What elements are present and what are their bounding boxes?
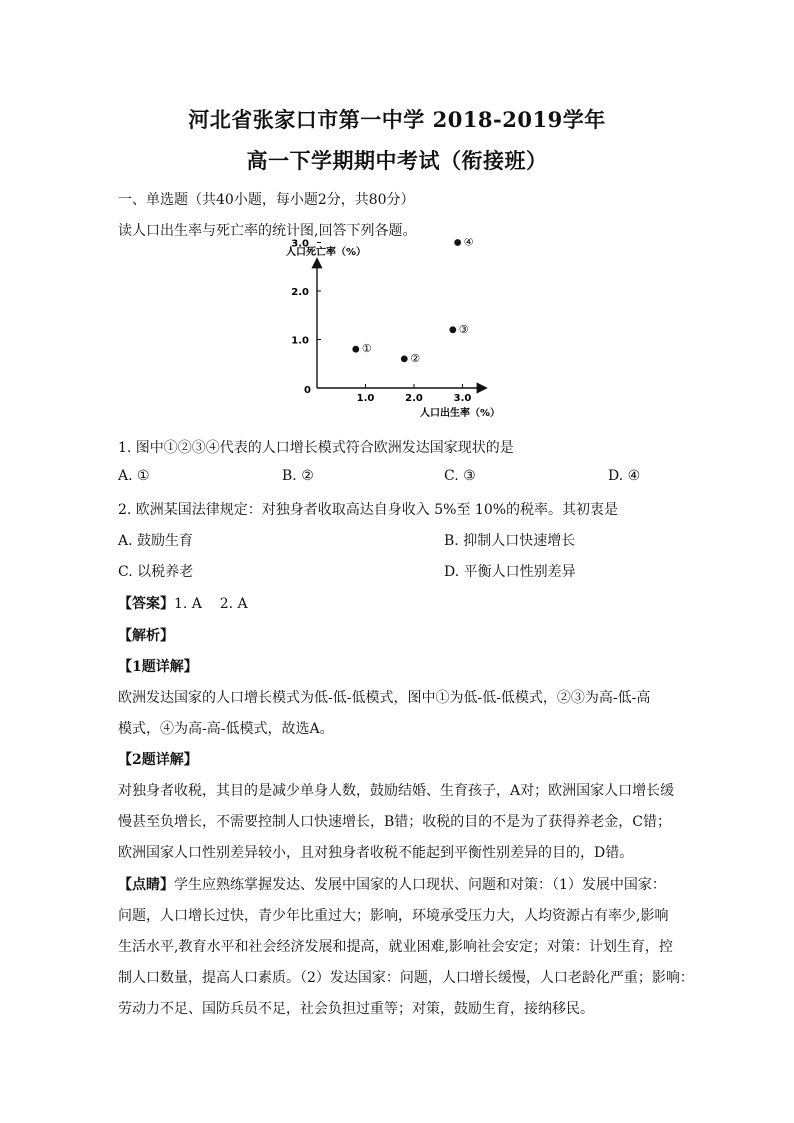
tip-line5: 劳动力不足、国防兵员不足，社会负担过重等；对策，鼓励生育，接纳移民。 — [118, 1001, 594, 1017]
analysis-tag: 【解析】 — [118, 628, 174, 644]
q2-option-c: C. 以税养老 — [118, 564, 194, 580]
q1-option-b: B. ② — [282, 468, 314, 484]
tip-tag: 【点睛】 — [118, 877, 174, 893]
detail2-tag: 【2题详解】 — [118, 752, 198, 768]
x-tick-label: 2.0 — [405, 393, 423, 404]
detail2-line1: 对独身者收税，其目的是减少单身人数，鼓励结婚、生育孩子，A对；欧洲国家人口增长缓 — [118, 783, 675, 799]
data-point-label: ③ — [458, 322, 469, 336]
x-tick-label: 1.0 — [356, 393, 375, 404]
q1-option-c: C. ③ — [444, 468, 476, 484]
birth-death-rate-chart — [280, 238, 520, 422]
data-point-label: ① — [361, 342, 372, 356]
answer-line — [118, 593, 248, 613]
detail2-line2: 慢甚至负增长，不需要控制人口快速增长，B错；收税的目的不是为了获得养老金，C错； — [118, 814, 671, 830]
x-tick-label: 3.0 — [453, 393, 472, 404]
tip-text1: 学生应熟练掌握发达、发展中国家的人口现状、问题和对策：（1）发展中国家： — [174, 877, 666, 893]
origin-label: 0 — [304, 385, 311, 396]
detail1-tag: 【1题详解】 — [118, 659, 198, 675]
section-heading: 一、单选题（共40小题，每小题2分，共80分） — [118, 192, 415, 208]
q1-option-a: A. ① — [118, 468, 150, 484]
y-axis-label: 人口死亡率（%） — [286, 247, 367, 258]
q1-stem: 1. 图中①②③④代表的人口增长模式符合欧洲发达国家现状的是 — [118, 440, 514, 456]
data-point-label: ④ — [463, 238, 474, 249]
tip-line2: 问题，人口增长过快，青少年比重过大；影响，环境承受压力大，人均资源占有率少,影响 — [118, 908, 669, 924]
tip-line4: 制人口数量，提高人口素质。（2）发达国家：问题，人口增长缓慢，人口老龄化严重；影响： — [118, 970, 694, 986]
answer-text: 1. A 2. A — [174, 596, 248, 612]
x-axis-label: 人口出生率（%） — [420, 408, 501, 419]
section-intro: 读人口出生率与死亡率的统计图,回答下列各题。 — [118, 223, 417, 239]
tip-line1 — [118, 874, 666, 894]
q2-option-d: D. 平衡人口性别差异 — [444, 564, 576, 580]
y-tick-label: 3.0 — [291, 238, 309, 250]
data-point — [449, 326, 456, 333]
data-point-label: ② — [410, 351, 421, 365]
answer-tag: 【答案】 — [118, 596, 174, 612]
data-point — [352, 346, 359, 353]
tip-line3: 生活水平,教育水平和社会经济发展和提高，就业困难,影响社会安定；对策：计划生育，控 — [118, 939, 673, 955]
data-point — [401, 356, 408, 363]
detail1-line2: 模式，④为高-高-低模式，故选A。 — [118, 721, 334, 737]
exam-title-line1: 河北省张家口市第一中学 2018-2019学年 — [188, 107, 606, 132]
y-tick-label: 1.0 — [291, 335, 309, 347]
q2-option-b: B. 抑制人口快速增长 — [444, 533, 576, 549]
q2-option-a: A. 鼓励生育 — [118, 533, 194, 549]
y-tick-label: 2.0 — [291, 287, 309, 298]
data-point — [454, 239, 461, 246]
detail1-line1: 欧洲发达国家的人口增长模式为低-低-低模式，图中①为低-低-低模式，②③为高-低-高 — [118, 690, 651, 706]
exam-title-line2: 高一下学期期中考试（衔接班） — [246, 148, 548, 173]
q1-option-d: D. ④ — [608, 468, 641, 484]
q2-stem: 2. 欧洲某国法律规定：对独身者收取高达自身收入 5%至 10%的税率。其初衷是 — [118, 502, 619, 518]
detail2-line3: 欧洲国家人口性别差异较小，且对独身者收税不能起到平衡性别差异的目的，D错。 — [118, 845, 634, 861]
